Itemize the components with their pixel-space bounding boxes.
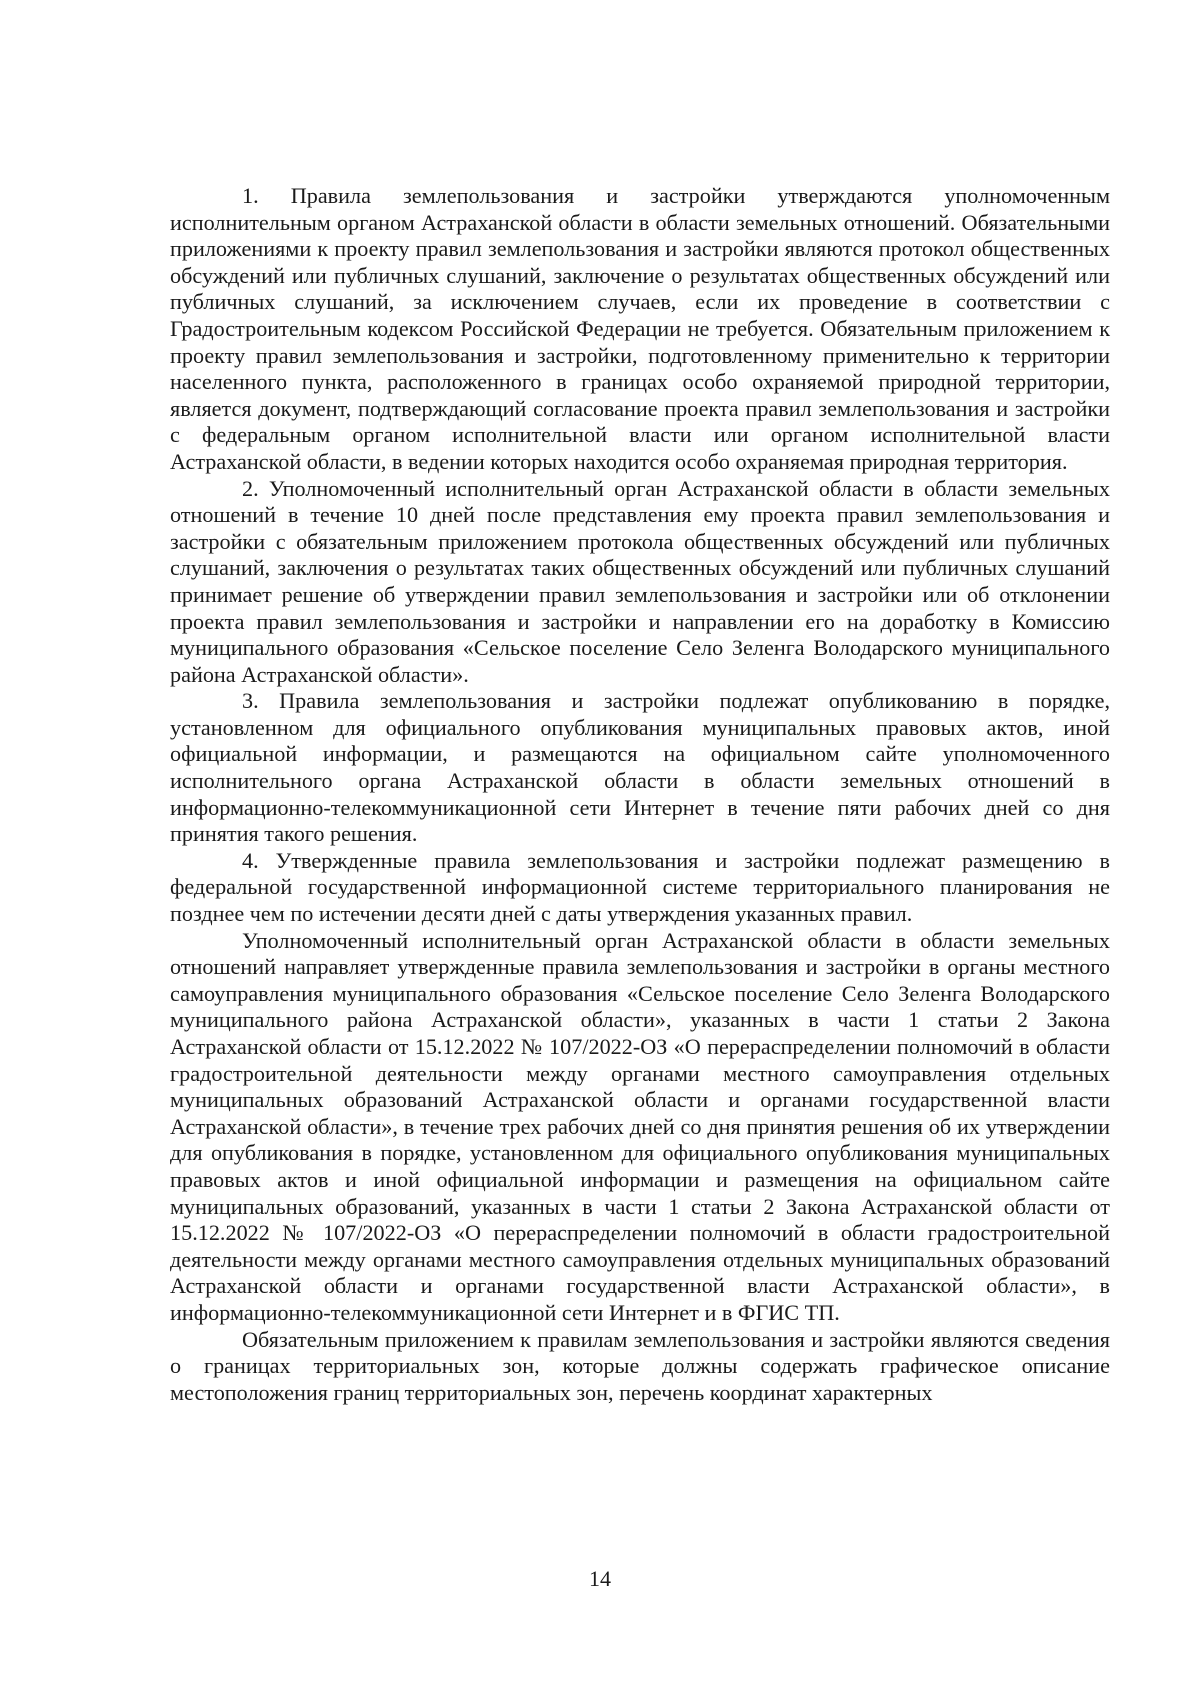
paragraph-3: 3. Правила землепользования и застройки подлежат опубликованию в порядке, установленном для официального опубликования муниципальных правовых актов, иной официальной информации, и размещаются на официальном сайте уполномоченного исполнительного органа Астраханской области в области земельных отношений в информационно-телекоммуникационной сети Интернет в течение пяти рабочих дней со дня принятия такого решения. (170, 688, 1110, 847)
paragraph-1: 1. Правила землепользования и застройки утверждаются уполномоченным исполнительным органом Астраханской области в области земельных отношений. Обязательными приложениями к проекту правил землепользования и застройки являются протокол общественных обсуждений или публичных слушаний, заключение о результатах общественных обсуждений или публичных слушаний, за исключением случаев, если их проведение в соответствии с Градостроительным кодексом Российской Федерации не требуется. Обязательным приложением к проекту правил землепользования и застройки, подготовленному применительно к территории населенного пункта, расположенного в границах особо охраняемой природной территории, является документ, подтверждающий согласование проекта правил землепользования и застройки с федеральным органом исполнительной власти или органом исполнительной власти Астраханской области, в ведении которых находится особо охраняемая природная территория. (170, 183, 1110, 474)
paragraph-6: Обязательным приложением к правилам землепользования и застройки являются сведения о границах территориальных зон, которые должны содержать графическое описание местоположения границ территориальных зон, перечень координат характерных (170, 1326, 1110, 1405)
paragraph-4: 4. Утвержденные правила землепользования и застройки подлежат размещению в федеральной государственной информационной системе территориального планирования не позднее чем по истечении десяти дней с даты утверждения указанных правил. (170, 847, 1110, 927)
page-number: 14 (589, 1566, 611, 1591)
paragraph-2: 2. Уполномоченный исполнительный орган Астраханской области в области земельных отношений в течение 10 дней после представления ему проекта правил землепользования и застройки с обязательным приложением протокола общественных обсуждений или публичных слушаний, заключения о результатах таких общественных обсуждений или публичных слушаний принимает решение об утверждении правил землепользования и застройки или об отклонении проекта правил землепользования и застройки и направлении его на доработку в Комиссию муниципального образования «Сельское поселение Село Зеленга Володарского муниципального района Астраханской области». (170, 475, 1110, 687)
paragraph-5: Уполномоченный исполнительный орган Астраханской области в области земельных отношений направляет утвержденные правила землепользования и застройки в органы местного самоуправления муниципального образования «Сельское поселение Село Зеленга Володарского муниципального района Астраханской области», указанных в части 1 статьи 2 Закона Астраханской области от 15.12.2022 № 107/2022-ОЗ «О перераспределении полномочий в области градостроительной деятельности между органами местного самоуправления отдельных муниципальных образований Астраханской области и органами государственной власти Астраханской области», в течение трех рабочих дней со дня принятия решения об их утверждении для опубликования в порядке, установленном для официального опубликования муниципальных правовых актов и иной официальной информации и размещения на официальном сайте муниципальных образований, указанных в части 1 статьи 2 Закона Астраханской области от 15.12.2022 № 107/2022-ОЗ «О перераспределении полномочий в области градостроительной деятельности между органами местного самоуправления отдельных муниципальных образований Астраханской области и органами государственной власти Астраханской области», в информационно-телекоммуникационной сети Интернет и в ФГИС ТП. (170, 927, 1110, 1325)
document-body (170, 183, 1110, 1406)
